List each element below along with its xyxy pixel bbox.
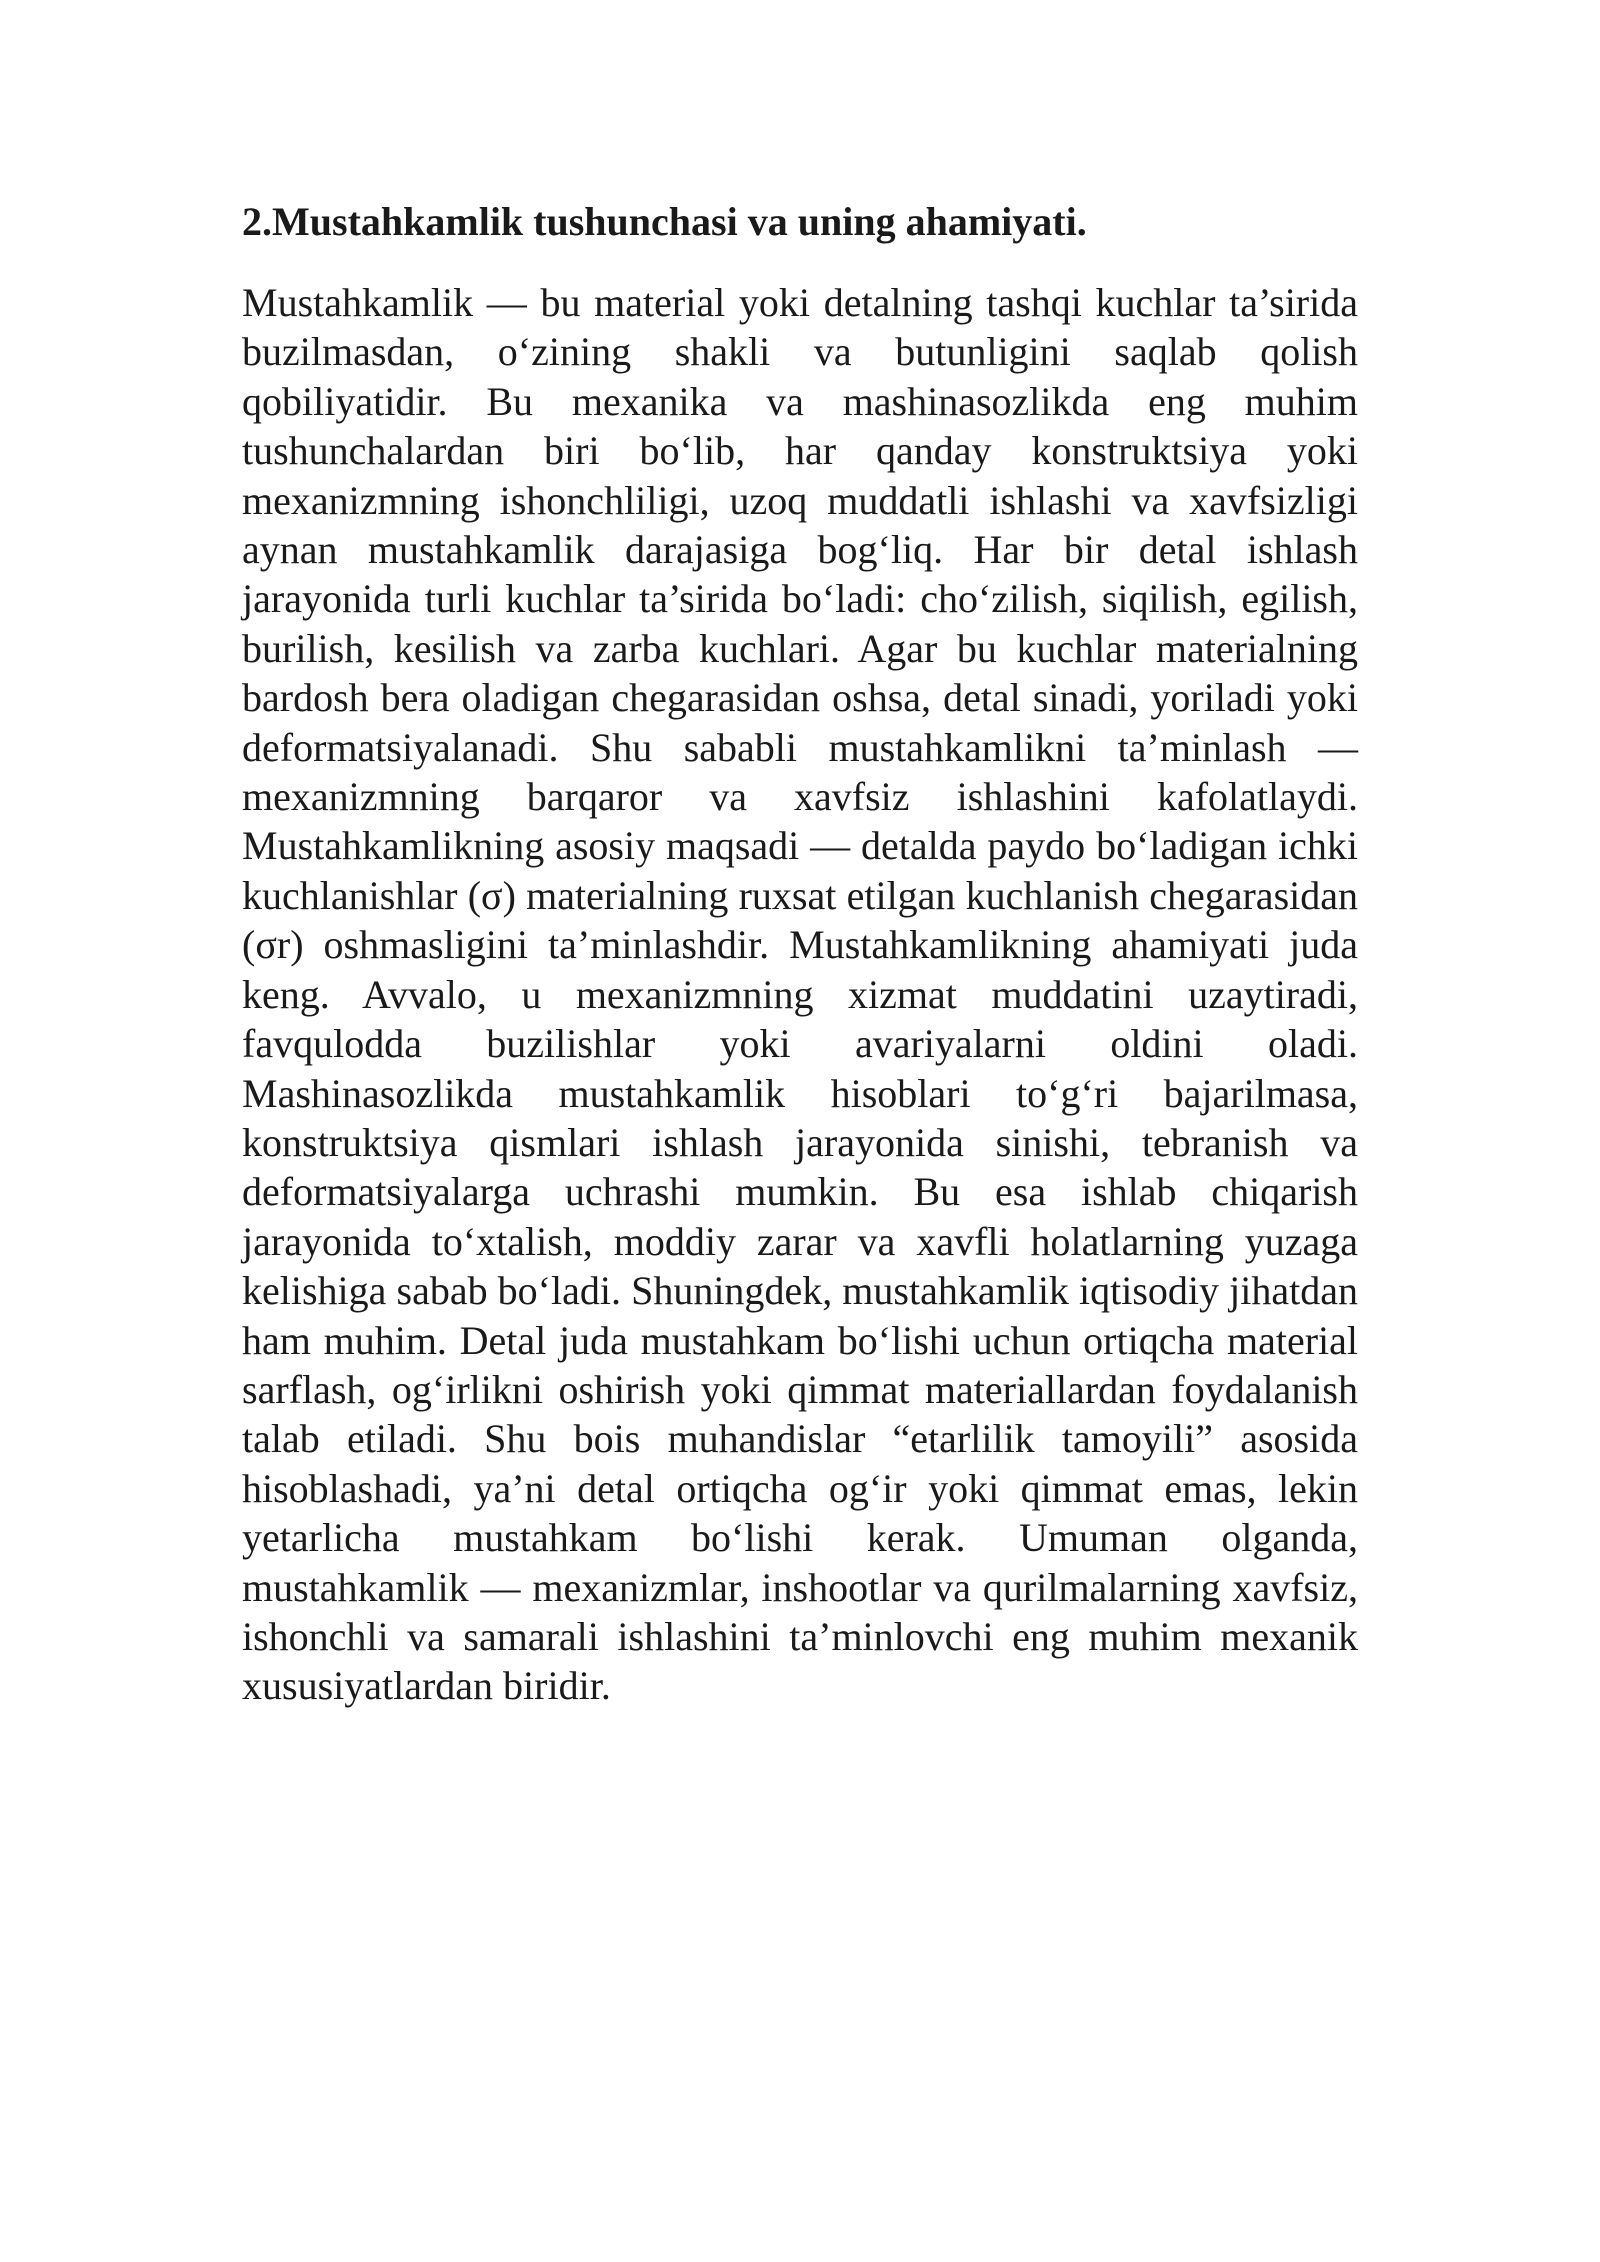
document-content: [242, 196, 1358, 1711]
body-paragraph: Mustahkamlik — bu material yoki detalning tashqi kuchlar ta’sirida buzilmasdan, o‘zining shakli va butunligini saqlab qolish qobiliyatidir. Bu mexanika va mashinasozlikda eng muhim tushunchalardan biri bo‘lib, har qanday konstruktsiya yoki mexanizmning ishonchliligi, uzoq muddatli ishlashi va xavfsizligi aynan mustahkamlik darajasiga bog‘liq. Har bir detal ishlash jarayonida turli kuchlar ta’sirida bo‘ladi: cho‘zilish, siqilish, egilish, burilish, kesilish va zarba kuchlari. Agar bu kuchlar materialning bardosh bera oladigan chegarasidan oshsa, detal sinadi, yoriladi yoki deformatsiyalanadi. Shu sababli mustahkamlikni ta’minlash — mexanizmning barqaror va xavfsiz ishlashini kafolatlaydi. Mustahkamlikning asosiy maqsadi — detalda paydo bo‘ladigan ichki kuchlanishlar (σ) materialning ruxsat etilgan kuchlanish chegarasidan (σr) oshmasligini ta’minlashdir. Mustahkamlikning ahamiyati juda keng. Avvalo, u mexanizmning xizmat muddatini uzaytiradi, favqulodda buzilishlar yoki avariyalarni oldini oladi. Mashinasozlikda mustahkamlik hisoblari to‘g‘ri bajarilmasa, konstruktsiya qismlari ishlash jarayonida sinishi, tebranish va deformatsiyalarga uchrashi mumkin. Bu esa ishlab chiqarish jarayonida to‘xtalish, moddiy zarar va xavfli holatlarning yuzaga kelishiga sabab bo‘ladi. Shuningdek, mustahkamlik iqtisodiy jihatdan ham muhim. Detal juda mustahkam bo‘lishi uchun ortiqcha material sarflash, og‘irlikni oshirish yoki qimmat materiallardan foydalanish talab etiladi. Shu bois muhandislar “etarlilik tamoyili” asosida hisoblashadi, ya’ni detal ortiqcha og‘ir yoki qimmat emas, lekin yetarlicha mustahkam bo‘lishi kerak. Umuman olganda, mustahkamlik — mexanizmlar, inshootlar va qurilmalarning xavfsiz, ishonchli va samarali ishlashini ta’minlovchi eng muhim mexanik xususiyatlardan biridir.: [242, 280, 1358, 1709]
section-heading: 2.Mustahkamlik tushunchasi va uning ahamiyati.: [242, 199, 1087, 244]
